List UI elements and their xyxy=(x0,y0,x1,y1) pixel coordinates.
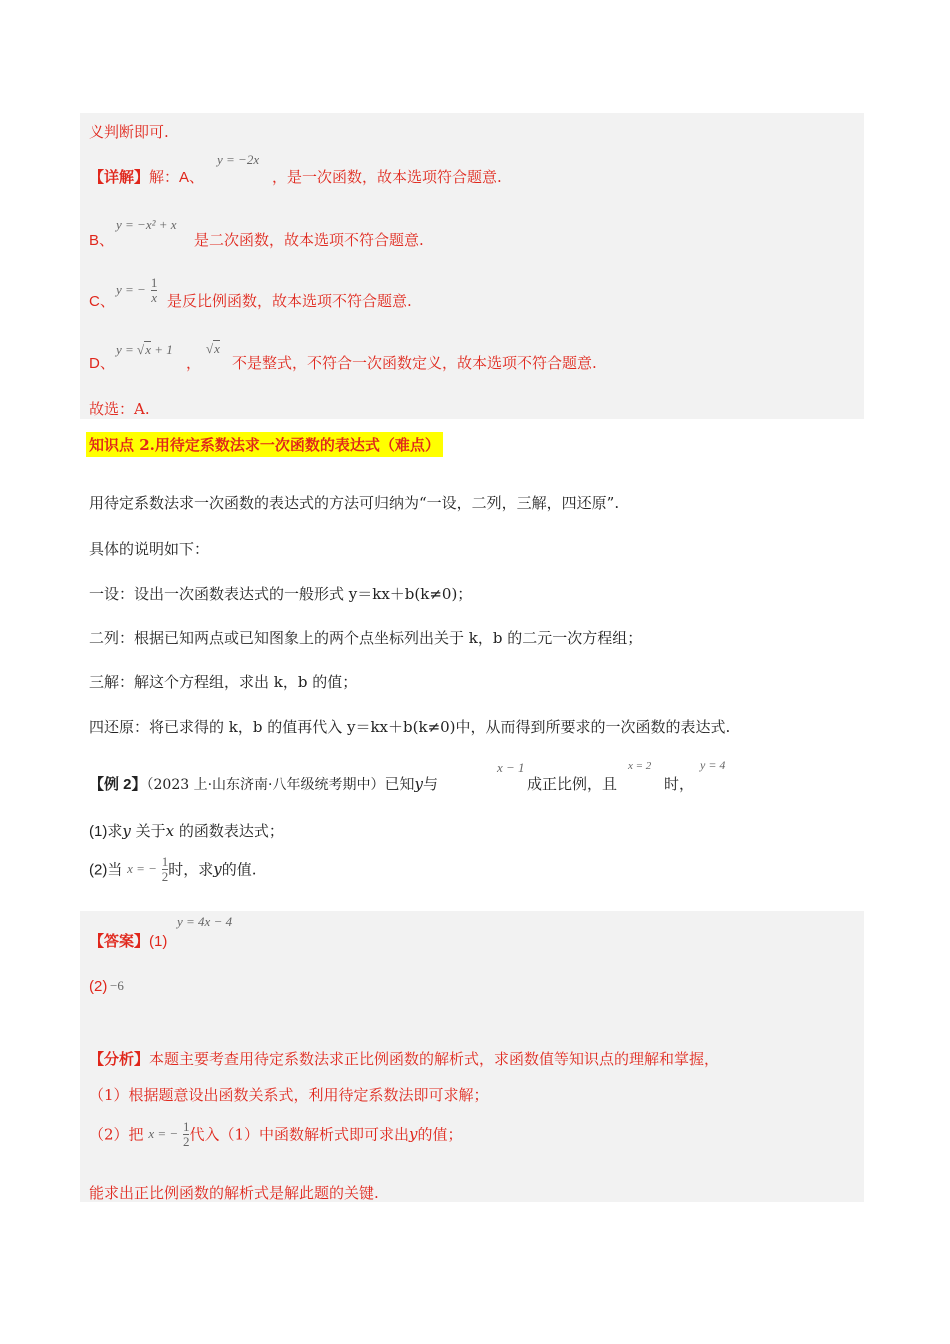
option-d-rhs: + 1 xyxy=(154,342,173,357)
q2-denominator: 2 xyxy=(161,868,169,884)
analysis-row xyxy=(89,1048,719,1069)
q1-mid: 关于 xyxy=(135,822,166,840)
s2-y: y xyxy=(408,1125,418,1144)
q2-pre: (2)当 xyxy=(89,861,123,879)
option-d-text: 不是整式，不符合一次函数定义，故本选项不符合题意. xyxy=(232,354,597,372)
q1-x: x xyxy=(165,822,175,840)
s2-numerator: 1 xyxy=(182,1119,190,1134)
option-d-radicand: x xyxy=(145,342,151,357)
option-d-radicand2: x xyxy=(214,341,220,356)
example-text-4: 时， xyxy=(664,775,695,793)
example-text-1: 已知 xyxy=(384,775,415,793)
option-d-comma: ， xyxy=(186,354,202,372)
q2-post: 时，求 xyxy=(168,860,214,879)
q2-numerator: 1 xyxy=(161,854,169,869)
option-d-math: y = √x + 1 xyxy=(116,342,173,357)
option-c-label: C、 xyxy=(89,293,115,310)
s2-mid: 代入（1）中函数解析式即可求出 xyxy=(189,1125,409,1144)
example-label: 【例 2】 xyxy=(89,776,147,793)
kp2-paragraph-6: 四还原：将已求得的 k，b 的值再代入 y＝kx＋b(k≠0)中，从而得到所要求的一次函数的表达式. xyxy=(89,718,731,736)
option-d-lhs: y = xyxy=(116,342,134,357)
option-a-text: ，是一次函数，故本选项符合题意. xyxy=(272,168,502,186)
analysis-label: 【分析】 xyxy=(89,1050,150,1068)
option-d-math2: √x xyxy=(206,341,220,356)
s2-post: 的值； xyxy=(417,1125,463,1144)
q2-end: 的值. xyxy=(221,860,257,879)
option-b-text: 是二次函数，故本选项不符合题意. xyxy=(194,231,424,249)
option-b-math: y = −x² + x xyxy=(116,217,177,232)
example-source: （2023 上·山东济南·八年级统考期中） xyxy=(146,777,385,793)
example-y: y xyxy=(414,775,423,793)
option-c-math xyxy=(116,276,157,304)
q1-y: y xyxy=(122,822,131,840)
q1-post: 的函数表达式； xyxy=(178,822,284,840)
option-c-lhs: y = − xyxy=(116,282,146,298)
answer-label: 【答案】 xyxy=(89,932,150,950)
option-b-label: B、 xyxy=(89,232,115,249)
example-math-1: x − 1 xyxy=(497,760,525,775)
example-math-3: y = 4 xyxy=(700,758,726,772)
intro-line: 义判断即可. xyxy=(89,123,169,141)
analysis-step-2 xyxy=(89,1120,462,1148)
detail-row-a xyxy=(89,166,204,187)
kp2-paragraph-5: 三解：解这个方程组，求出 k，b 的值； xyxy=(89,673,358,691)
s2-pre: （2）把 xyxy=(89,1125,144,1144)
s2-lhs: x = − xyxy=(148,1126,179,1142)
example-text-2: 与 xyxy=(423,775,439,793)
option-a-math: y = −2x xyxy=(217,152,260,167)
q2-lhs: x = − xyxy=(127,861,157,877)
answer-2-math: −6 xyxy=(110,978,124,993)
option-c-denominator: x xyxy=(151,289,158,305)
knowledge-point-title: 知识点 2.用待定系数法求一次函数的表达式（难点） xyxy=(86,432,443,457)
example-2-line xyxy=(89,773,438,794)
s2-denominator: 2 xyxy=(182,1133,190,1149)
kp2-paragraph-1: 用待定系数法求一次函数的表达式的方法可归纳为“一设，二列，三解，四还原”. xyxy=(89,494,620,512)
kp2-paragraph-3: 一设：设出一次函数表达式的一般形式 y＝kx＋b(k≠0)； xyxy=(89,585,473,603)
example-math-2: x = 2 xyxy=(628,760,652,772)
solution-box-top xyxy=(80,113,864,419)
question-2 xyxy=(89,855,257,883)
q2-y: y xyxy=(213,860,222,879)
final-choice: 故选：A. xyxy=(89,400,150,418)
detail-label: 【详解】 xyxy=(89,168,150,186)
answer-row-1 xyxy=(89,930,167,951)
analysis-step-1: （1）根据题意设出函数关系式，利用待定系数法即可求解； xyxy=(89,1086,489,1104)
kp2-paragraph-4: 二列：根据已知两点或已知图象上的两个点坐标列出关于 k，b 的二元一次方程组； xyxy=(89,629,643,647)
q1-pre: (1)求 xyxy=(89,823,123,840)
answer-2-index: (2) xyxy=(89,978,108,995)
analysis-step-3: 能求出正比例函数的解析式是解此题的关键. xyxy=(89,1184,379,1202)
kp2-paragraph-2: 具体的说明如下： xyxy=(89,540,210,558)
detail-prefix: 解：A、 xyxy=(149,169,205,186)
option-c-numerator: 1 xyxy=(150,275,158,290)
option-d-label: D、 xyxy=(89,355,115,372)
option-c-fraction xyxy=(151,276,158,304)
question-1 xyxy=(89,820,284,841)
option-c-text: 是反比例函数，故本选项不符合题意. xyxy=(167,292,412,310)
answer-1-math: y = 4x − 4 xyxy=(177,914,233,929)
example-text-3: 成正比例，且 xyxy=(527,775,618,793)
analysis-text: 本题主要考查用待定系数法求正比例函数的解析式，求函数值等知识点的理解和掌握， xyxy=(149,1050,720,1068)
answer-1-index: (1) xyxy=(149,933,168,950)
